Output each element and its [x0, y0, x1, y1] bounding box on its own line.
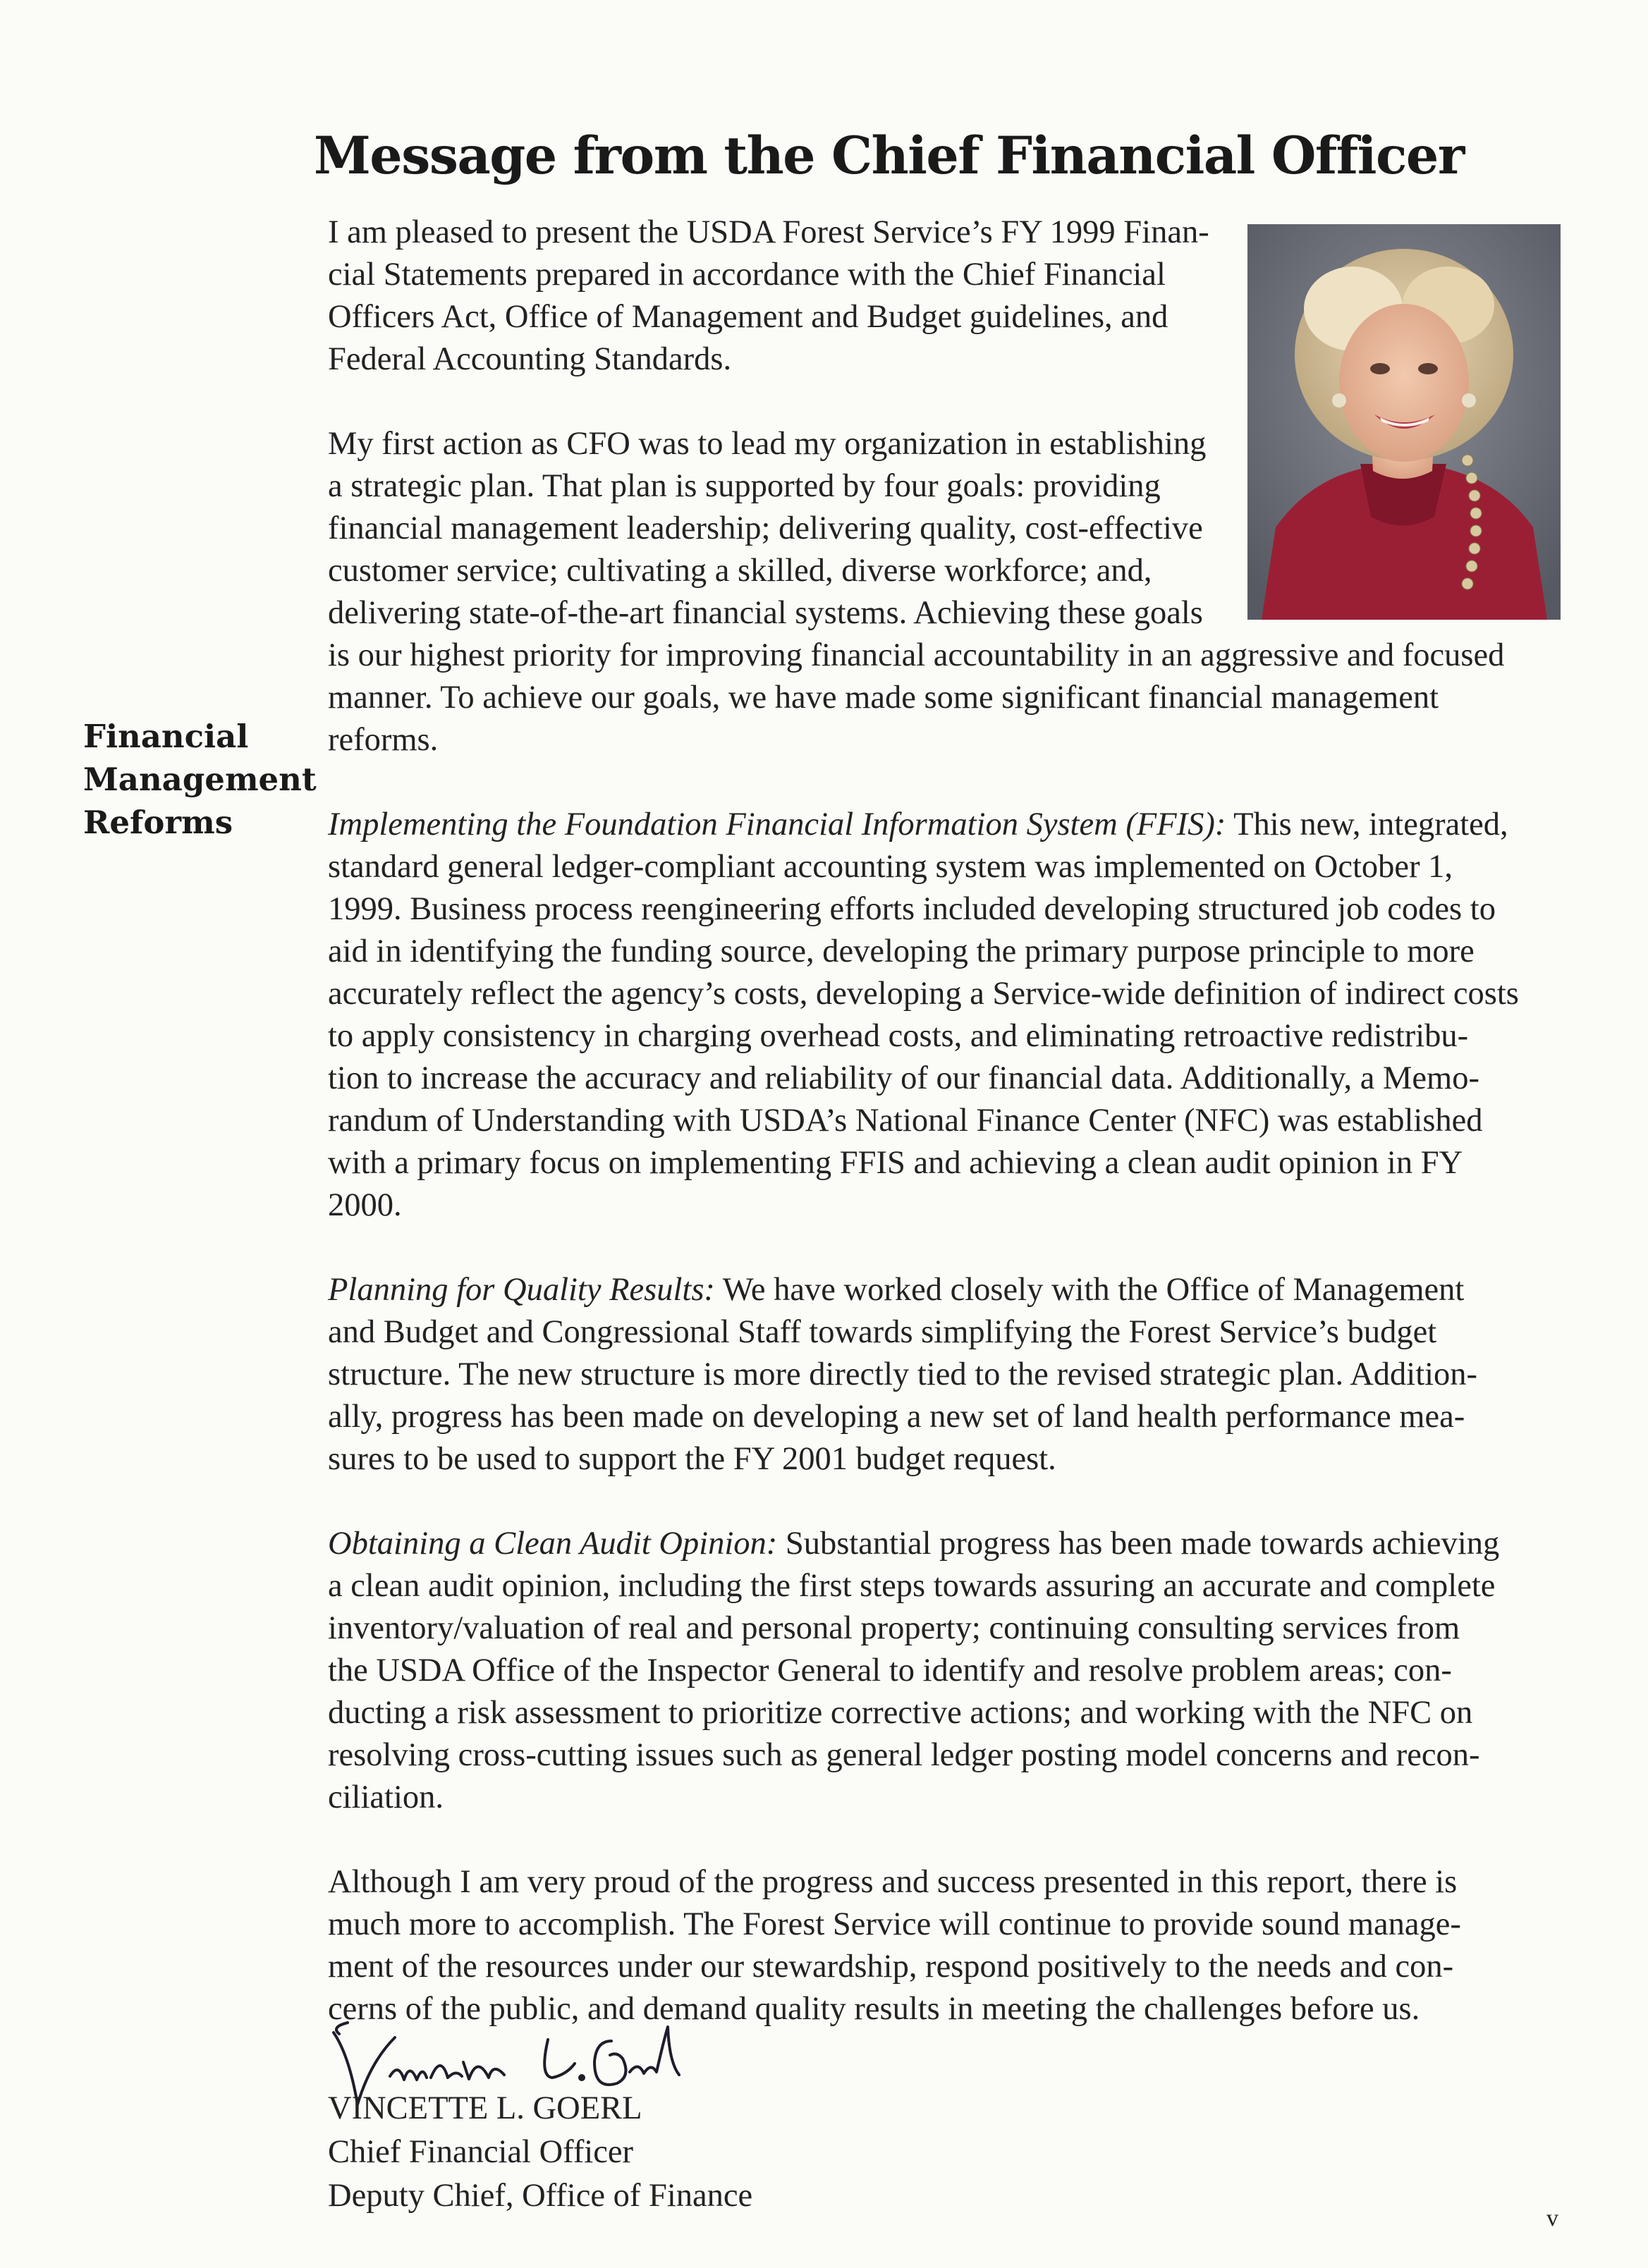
text-line: inventory/valuation of real and personal property; continuing consulting services from — [328, 1610, 1460, 1646]
text-line: customer service; cultivating a skilled, diverse workforce; and, — [328, 553, 1152, 589]
text-line: 1999. Business process reengineering efforts included developing structured job codes to — [328, 891, 1496, 927]
text-line: a strategic plan. That plan is supported by four goals: providing — [328, 468, 1161, 504]
reform-ffis-paragraph — [328, 804, 1537, 1227]
text-line: I am pleased to present the USDA Forest Service’s FY 1999 Finan- — [328, 214, 1209, 250]
signatory-title: Chief Financial Officer — [328, 2134, 633, 2170]
signature-block — [328, 2087, 752, 2218]
text-line: resolving cross-cutting issues such as general ledger posting model concerns and recon- — [328, 1737, 1480, 1773]
text-line — [328, 1269, 1537, 1311]
text-line — [328, 1523, 1537, 1565]
reform-text: We have worked closely with the Office of Management — [714, 1272, 1465, 1308]
signatory-office: Deputy Chief, Office of Finance — [328, 2178, 753, 2214]
reform-text: Substantial progress has been made towards achieving — [777, 1526, 1500, 1562]
closing-paragraph — [328, 1861, 1537, 2030]
text-line: randum of Understanding with USDA’s National Finance Center (NFC) was established — [328, 1103, 1483, 1139]
signatory-name: VINCETTE L. GOERL — [328, 2090, 642, 2126]
text-line: standard general ledger-compliant accounting system was implemented on October 1, — [328, 849, 1453, 885]
text-line: aid in identifying the funding source, developing the primary purpose principle to more — [328, 933, 1475, 969]
page-number: v — [1546, 2205, 1558, 2231]
sidebar-heading — [83, 715, 317, 844]
sidebar-heading-line: Financial — [83, 718, 249, 755]
text-line: financial management leadership; delivering quality, cost-effective — [328, 510, 1203, 546]
text-line: tion to increase the accuracy and reliability of our financial data. Additionally, a Memo- — [328, 1060, 1479, 1096]
reform-audit-paragraph — [328, 1523, 1537, 1819]
text-line: the USDA Office of the Inspector General to identify and resolve problem areas; con- — [328, 1653, 1452, 1688]
text-line: cerns of the public, and demand quality results in meeting the challenges before us. — [328, 1991, 1420, 2027]
text-line: Federal Accounting Standards. — [328, 341, 732, 377]
text-line: reforms. — [328, 722, 439, 758]
text-line: accurately reflect the agency’s costs, developing a Service-wide definition of indirect costs — [328, 976, 1519, 1012]
text-line: delivering state-of-the-art financial systems. Achieving these goals — [328, 595, 1203, 631]
text-line: 2000. — [328, 1187, 402, 1223]
text-line: sures to be used to support the FY 2001 budget request. — [328, 1441, 1056, 1477]
text-line: ciliation. — [328, 1779, 444, 1815]
text-line: manner. To achieve our goals, we have made some significant financial management — [328, 680, 1439, 716]
text-line: and Budget and Congressional Staff towards simplifying the Forest Service’s budget — [328, 1314, 1437, 1350]
reform-heading: Implementing the Foundation Financial Information System (FFIS): — [328, 807, 1226, 842]
text-line: to apply consistency in charging overhead costs, and eliminating retroactive redistribu- — [328, 1018, 1469, 1054]
page-title: Message from the Chief Financial Officer — [314, 125, 1464, 186]
reform-heading: Planning for Quality Results: — [328, 1272, 715, 1308]
intro-paragraph — [328, 212, 1227, 381]
sidebar-heading-line: Management — [83, 761, 317, 798]
text-line: a clean audit opinion, including the first steps towards assuring an accurate and complete — [328, 1568, 1496, 1604]
text-line: cial Statements prepared in accordance with the Chief Financial — [328, 257, 1166, 293]
sidebar-heading-line: Reforms — [83, 804, 233, 841]
text-line: ally, progress has been made on developing a new set of land health performance mea- — [328, 1399, 1465, 1435]
reform-heading: Obtaining a Clean Audit Opinion: — [328, 1526, 778, 1562]
text-line: with a primary focus on implementing FFIS and achieving a clean audit opinion in FY — [328, 1145, 1463, 1181]
text-line: Although I am very proud of the progress and success presented in this report, there is — [328, 1864, 1458, 1900]
reform-planning-paragraph — [328, 1269, 1537, 1481]
text-line: ducting a risk assessment to prioritize corrective actions; and working with the NFC on — [328, 1695, 1473, 1731]
reform-text: This new, integrated, — [1226, 807, 1508, 842]
text-line: much more to accomplish. The Forest Service will continue to provide sound manage- — [328, 1906, 1461, 1942]
strategy-paragraph — [328, 423, 1537, 761]
text-line: is our highest priority for improving financial accountability in an aggressive and focused — [328, 637, 1505, 673]
letter-body — [328, 212, 1537, 2073]
text-line: Officers Act, Office of Management and Budget guidelines, and — [328, 299, 1168, 335]
text-line: structure. The new structure is more directly tied to the revised strategic plan. Addition- — [328, 1356, 1478, 1392]
text-line — [328, 804, 1537, 846]
text-line: My first action as CFO was to lead my organization in establishing — [328, 426, 1207, 462]
text-line: ment of the resources under our stewardship, respond positively to the needs and con- — [328, 1949, 1454, 1985]
